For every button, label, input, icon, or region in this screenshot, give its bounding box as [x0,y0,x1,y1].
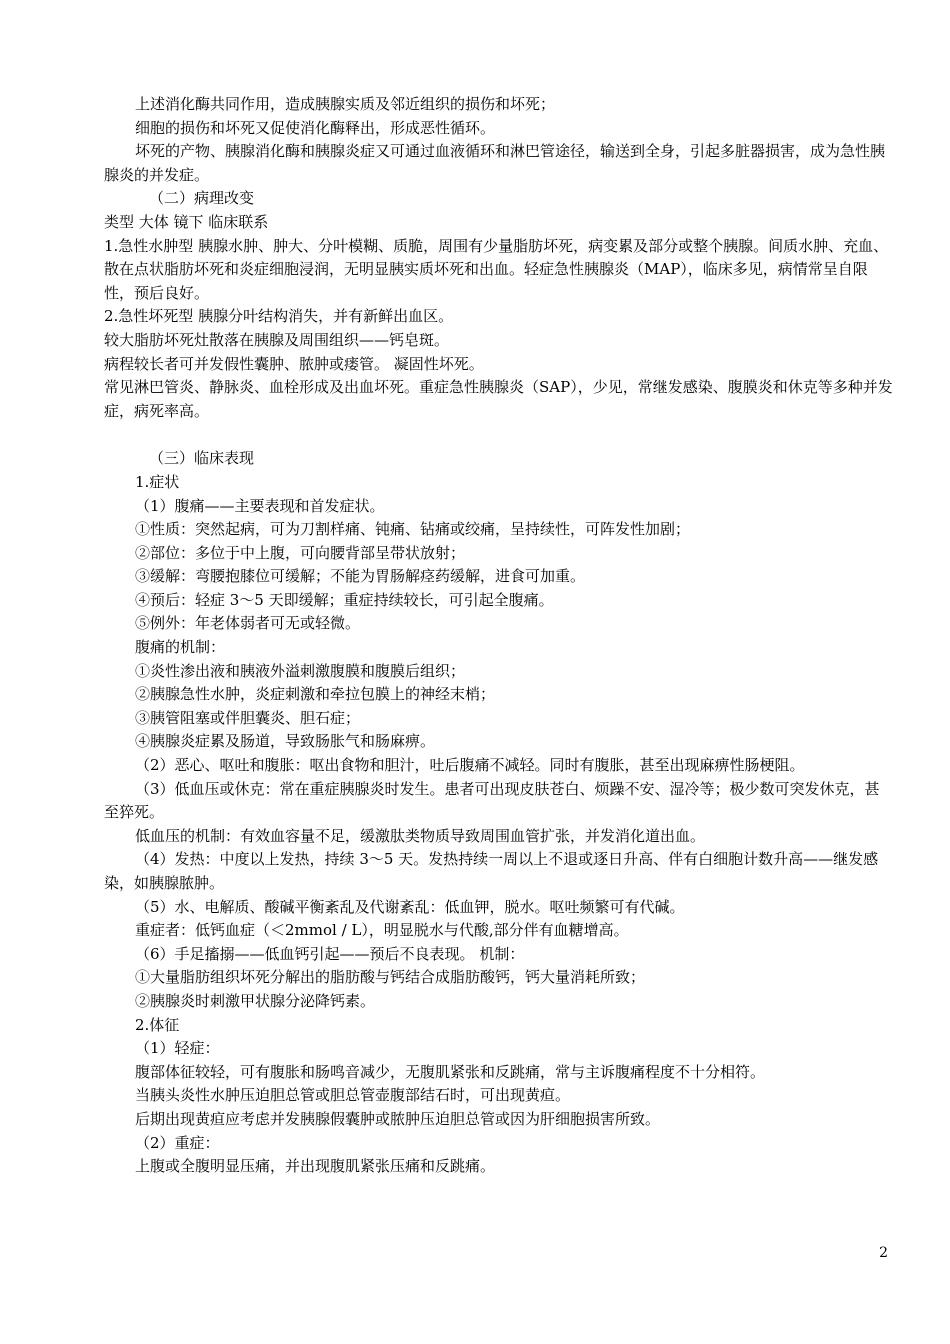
paragraph: （1）腹痛——主要表现和首发症状。 [135,496,385,515]
paragraph: 较大脂肪坏死灶散落在胰腺及周围组织——钙皂斑。 [104,330,450,349]
paragraph: 2.急性坏死型 胰腺分叶结构消失，并有新鲜出血区。 [104,307,454,326]
paragraph: 后期出现黄疸应考虑并发胰腺假囊肿或脓肿压迫胆总管或因为肝细胞损害所致。 [135,1109,661,1128]
paragraph: 当胰头炎性水肿压迫胆总管或胆总管壶腹部结石时，可出现黄疸。 [135,1086,571,1105]
document-body [104,93,894,1179]
paragraph: 细胞的损伤和坏死又促使消化酶释出，形成恶性循环。 [135,118,496,137]
paragraph: （5）水、电解质、酸碱平衡紊乱及代谢紊乱：低血钾，脱水。呕吐频繁可有代碱。 [135,897,685,916]
paragraph: 病程较长者可并发假性囊肿、脓肿或瘘管。 凝固性坏死。 [104,354,484,373]
list-item: ②胰腺炎时刺激甲状腺分泌降钙素。 [135,991,376,1010]
section-heading: （二）病理改变 [149,189,255,208]
paragraph: 腹部体征较轻，可有腹胀和肠鸣音减少，无腹肌紧张和反跳痛，常与主诉腹痛程度不十分相符。 [135,1062,766,1081]
list-item: ③胰管阻塞或伴胆囊炎、胆石症； [135,708,361,727]
paragraph: 1.急性水肿型 胰腺水肿、肿大、分叶模糊、质脆，周围有少量脂肪坏死，病变累及部分或整个胰腺。间质水肿、充血、散在点状脂肪坏死和炎症细胞浸润，无明显胰实质坏死和出血。轻症急性胰腺炎（MAP），临床多见，病情常呈自限性，预后良好。 [104,236,889,302]
subsection-heading: 2.体征 [135,1015,180,1034]
spacer [104,423,894,447]
section-heading: （三）临床表现 [149,449,255,468]
list-item: ①性质：突然起病，可为刀割样痛、钝痛、钻痛或绞痛，呈持续性，可阵发性加剧； [135,520,691,539]
paragraph: （1）轻症： [135,1039,220,1058]
paragraph: （4）发热：中度以上发热，持续 3～5 天。发热持续一周以上不退或逐日升高、伴有白细胞计数升高——继发感染，如胰腺脓肿。 [104,850,879,892]
list-item: ②胰腺急性水肿，炎症刺激和牵拉包膜上的神经末梢； [135,685,496,704]
paragraph: 上述消化酶共同作用，造成胰腺实质及邻近组织的损伤和坏死； [135,95,556,113]
list-item: ①大量脂肪组织坏死分解出的脂肪酸与钙结合成脂肪酸钙，钙大量消耗所致； [135,968,646,987]
paragraph: （3）低血压或休克：常在重症胰腺炎时发生。患者可出现皮肤苍白、烦躁不安、湿冷等；极少数可突发休克，甚至猝死。 [104,779,880,822]
list-item: ①炎性渗出液和胰液外溢刺激腹膜和腹膜后组织； [135,661,466,680]
paragraph: （6）手足搐搦——低血钙引起——预后不良表现。 机制： [135,944,525,963]
list-item: ⑤例外：年老体弱者可无或轻微。 [135,614,361,633]
paragraph: 上腹或全腹明显压痛，并出现腹肌紧张压痛和反跳痛。 [135,1157,496,1176]
paragraph: （2）恶心、呕吐和腹胀：呕出食物和胆汁，吐后腹痛不减轻。同时有腹胀，甚至出现麻痹性肠梗阻。 [135,756,805,775]
list-item: ③缓解：弯腰抱膝位可缓解；不能为胃肠解痉药缓解，进食可加重。 [135,567,586,586]
list-item: ②部位：多位于中上腹，可向腰背部呈带状放射； [135,543,466,562]
paragraph: 坏死的产物、胰腺消化酶和胰腺炎症又可通过血液循环和淋巴管途径，输送到全身，引起多脏器损害，成为急性胰腺炎的并发症。 [104,142,886,184]
paragraph: 重症者：低钙血症（＜2mmol / L），明显脱水与代酸,部分伴有血糖增高。 [135,921,629,940]
paragraph: 腹痛的机制： [135,638,226,657]
table-header-line: 类型 大体 镜下 临床联系 [104,212,269,231]
paragraph: （2）重症： [135,1133,220,1152]
paragraph: 低血压的机制：有效血容量不足，缓激肽类物质导致周围血管扩张，并发消化道出血。 [135,826,706,845]
list-item: ④预后：轻症 3～5 天即缓解；重症持续较长，可引起全腹痛。 [135,590,554,609]
page-number: 2 [879,1245,888,1261]
subsection-heading: 1.症状 [135,472,180,491]
paragraph: 常见淋巴管炎、静脉炎、血栓形成及出血坏死。重症急性胰腺炎（SAP），少见，常继发感染、腹膜炎和休克等多种并发症，病死率高。 [104,378,893,420]
list-item: ④胰腺炎症累及肠道，导致肠胀气和肠麻痹。 [135,732,436,751]
